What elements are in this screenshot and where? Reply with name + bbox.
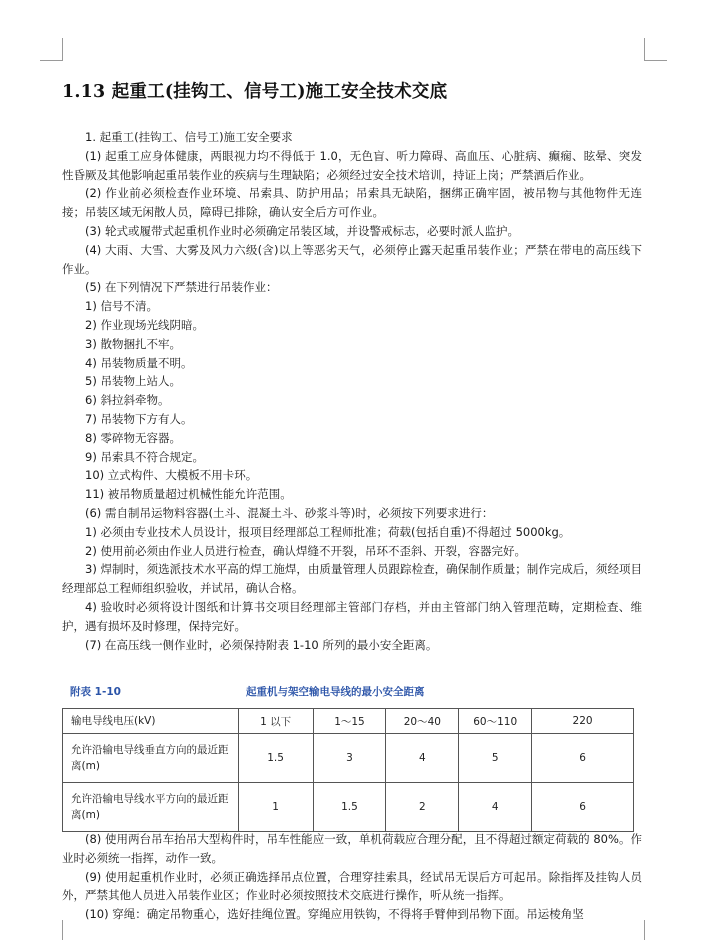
- body-before-table: [62, 128, 642, 654]
- table-header-row: [63, 709, 634, 734]
- paragraph: (7) 在高压线一侧作业时，必须保持附表 1-10 所列的最小安全距离。: [85, 637, 438, 652]
- table-cell: 5: [459, 734, 532, 783]
- table-cell: 1.5: [313, 783, 386, 832]
- table-cell: 6: [532, 734, 634, 783]
- list-item: 7) 吊装物下方有人。: [85, 411, 193, 426]
- section-heading: 1. 起重工(挂钩工、信号工)施工安全要求: [85, 130, 293, 144]
- list-item: 3) 散物捆扎不牢。: [85, 336, 181, 351]
- list-item: 10) 立式构件、大模板不用卡环。: [85, 468, 258, 483]
- table-cell: 4: [386, 734, 459, 783]
- table-title: 起重机与架空输电导线的最小安全距离: [246, 686, 425, 698]
- document-page: [62, 80, 642, 922]
- header-cell: 60～110: [459, 709, 532, 734]
- paragraph: 1) 必须由专业技术人员设计，报项目经理部总工程师批准；荷载(包括自重)不得超过 5000kg。: [85, 524, 571, 539]
- table-row-vertical: [63, 734, 634, 783]
- list-item: 8) 零碎物无容器。: [85, 430, 181, 445]
- paragraph: (5) 在下列情况下严禁进行吊装作业：: [85, 280, 278, 295]
- paragraph-list: [62, 147, 642, 655]
- safety-distance-table: [62, 708, 634, 832]
- body-after-table: [62, 830, 642, 924]
- table-cell: 6: [532, 783, 634, 832]
- header-cell: 20～40: [386, 709, 459, 734]
- table-cell: 4: [459, 783, 532, 832]
- paragraph: (10) 穿绳：确定吊物重心，选好挂绳位置。穿绳应用铁钩，不得将手臂伸到吊物下面。吊运棱角坚: [85, 907, 584, 922]
- row-label: 允许沿输电导线水平方向的最近距离(m): [63, 783, 239, 832]
- paragraph: (1) 起重工应身体健康，两眼视力均不得低于 1.0，无色盲、听力障碍、高血压、心脏病、癫痫、眩晕、突发性昏厥及其他影响起重吊装作业的疾病与生理缺陷；必须经过安全技术培训，持证上岗；严禁酒后作业。: [62, 148, 642, 182]
- paragraph: 2) 使用前必须由作业人员进行检查，确认焊缝不开裂，吊环不歪斜、开裂，容器完好。: [85, 543, 526, 558]
- paragraph: (4) 大雨、大雪、大雾及风力六级(含)以上等恶劣天气，必须停止露天起重吊装作业；严禁在带电的高压线下作业。: [62, 242, 642, 276]
- row-label: 允许沿输电导线垂直方向的最近距离(m): [63, 734, 239, 783]
- paragraph: 3) 焊制时，须选派技术水平高的焊工施焊，由质量管理人员跟踪检查，确保制作质量；制作完成后，须经项目经理部总工程师组织验收，并试吊，确认合格。: [62, 562, 642, 596]
- table-caption: [70, 684, 638, 702]
- paragraph: 4) 验收时必须将设计图纸和计算书交项目经理部主管部门存档，并由主管部门纳入管理范畴，定期检查、维护，遇有损坏及时修理，保持完好。: [62, 599, 642, 633]
- header-cell: 1～15: [313, 709, 386, 734]
- table-cell: 3: [313, 734, 386, 783]
- paragraph: (9) 使用起重机作业时，必须正确选择吊点位置，合理穿挂索具，经试吊无误后方可起吊。除指挥及挂钩人员外，严禁其他人员进入吊装作业区；作业时必须按照技术交底进行操作，听从统一指挥。: [62, 869, 642, 903]
- list-item: 4) 吊装物质量不明。: [85, 355, 193, 370]
- table-cell: 2: [386, 783, 459, 832]
- header-cell: 输电导线电压(kV): [63, 709, 239, 734]
- table-cell: 1: [238, 783, 313, 832]
- crop-mark-top-left: [40, 38, 63, 61]
- list-item: 6) 斜拉斜牵物。: [85, 393, 170, 408]
- paragraph: (2) 作业前必须检查作业环境、吊索具、防护用品；吊索具无缺陷，捆绑正确牢固，被吊物与其他物件无连接；吊装区域无闲散人员，障碍已排除，确认安全后方可作业。: [62, 186, 642, 220]
- list-item: 9) 吊索具不符合规定。: [85, 449, 204, 464]
- table-number: 附表 1-10: [70, 686, 121, 698]
- paragraph: (8) 使用两台吊车抬吊大型构件时，吊车性能应一致，单机荷载应合理分配，且不得超过额定荷载的 80%。作业时必须统一指挥，动作一致。: [62, 832, 642, 865]
- paragraph: (3) 轮式或履带式起重机作业时必须确定吊装区域，并设警戒标志，必要时派人监护。: [85, 223, 519, 238]
- list-item: 11) 被吊物质量超过机械性能允许范围。: [85, 487, 292, 502]
- crop-mark-bottom-right: [644, 920, 667, 940]
- list-item: 2) 作业现场光线阴暗。: [85, 317, 204, 332]
- list-item: 5) 吊装物上站人。: [85, 374, 181, 389]
- crop-mark-bottom-left: [40, 920, 63, 940]
- table-row-horizontal: [63, 783, 634, 832]
- header-cell: 220: [532, 709, 634, 734]
- list-item: 1) 信号不清。: [85, 299, 158, 314]
- table-cell: 1.5: [238, 734, 313, 783]
- paragraph: (6) 需自制吊运物料容器(土斗、混凝土斗、砂浆斗等)时，必须按下列要求进行：: [85, 505, 494, 520]
- crop-mark-top-right: [644, 38, 667, 61]
- header-cell: 1 以下: [238, 709, 313, 734]
- document-title: 1.13 起重工(挂钩工、信号工)施工安全技术交底: [62, 82, 448, 102]
